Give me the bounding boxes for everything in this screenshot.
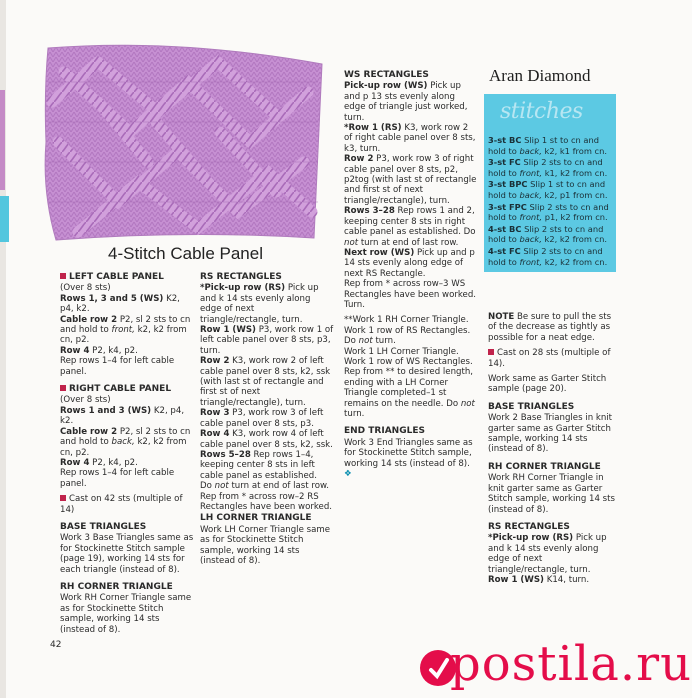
rs-rectangles-heading: RS RECTANGLES [200, 272, 282, 282]
rs-rectangles-heading: RS RECTANGLES [488, 521, 570, 532]
left-cable-instructions: (Over 8 sts) Rows 1, 3 and 5 (WS) K2, p4, k2. Cable row 2 P2, sl 2 sts to cn and hold to front, k2, k2 from cn, p2. Row 4 P2, k4, p2. Rep rows 1–4 for left cable panel. [60, 283, 191, 377]
right-cable-heading: RIGHT CABLE PANEL [60, 384, 194, 394]
rh-corner-text: Work RH Corner Triangle same as for Stockinette Stitch sample, working 14 sts (instead of 8). [60, 593, 192, 635]
note-text: NOTE Be sure to pull the sts of the decrease as tightly as possible for a neat edge. [488, 312, 612, 343]
end-ornament-icon: ❖ [344, 469, 352, 480]
left-cable-column [60, 272, 194, 640]
end-triangles-heading: END TRIANGLES [344, 426, 425, 437]
abbreviation-item: 4-st BC Slip 2 sts to cn and hold to back, k2, k2 from cn. [488, 223, 607, 245]
section-tab-label [0, 207, 2, 227]
page-number: 42 [50, 640, 62, 650]
bullet-icon [488, 349, 494, 355]
panel-title: 4-Stitch Cable Panel [108, 244, 263, 263]
aran-diamond-title: Aran Diamond [489, 66, 591, 85]
cast-on-line: Cast on 42 sts (multiple of 14) [60, 494, 183, 515]
side-strip-decoration [0, 90, 5, 190]
bullet-icon [60, 495, 66, 501]
aran-diamond-column [488, 312, 620, 590]
ws-rectangles-instructions: Pick-up row (WS) Pick up and p 13 sts evenly along edge of triangle just worked, turn. *Row 1 (RS) K3, work row 2 of right cable panel over 8 sts, k3, turn. Row 2 P3, work row 3 of right cable panel over 8 sts, p2, p2tog (with last st of rectangle and first st of next triangle/rectangle), turn. Rows 3–28 Rep rows 1 and 2, keeping center 8 sts in right cable panel as established. Do not turn at end of last row. Next row (WS) Pick up and p 14 sts evenly along edge of next RS Rectangle. Rep from * across row–3 WS Rectangles have been worked. Turn. [344, 81, 477, 310]
end-triangles-text: Work 3 End Triangles same as for Stockinette Stitch sample, working 14 sts (instead of 8). ❖ [344, 437, 473, 480]
rs-rectangles-column [200, 272, 334, 571]
section-tab [0, 196, 9, 242]
lh-corner-heading: LH CORNER TRIANGLE [200, 513, 312, 524]
ws-rectangles-heading: WS RECTANGLES [344, 70, 429, 80]
garter-note: Work same as Garter Stitch sample (page 20). [488, 374, 607, 395]
abbreviation-item: 3-st FPC Slip 2 sts to cn and hold to front, p1, k2 from cn. [488, 201, 609, 223]
rh-corner-heading: RH CORNER TRIANGLE [60, 581, 173, 592]
abbreviation-item: 3-st BC Slip 1 st to cn and hold to back, k2, k1 from cn. [488, 135, 607, 156]
rs-rectangles-instructions: *Pick-up row (RS) Pick up and k 14 sts evenly along edge of next triangle/rectangle, turn. Row 1 (WS) K14, turn. [488, 533, 607, 585]
abbreviation-item: 4-st FC Slip 2 sts to cn and hold to front, k2, k2 from cn. [488, 245, 608, 267]
lh-corner-text: Work LH Corner Triangle same as for Stockinette Stitch sample, working 14 sts (instead of 8). [200, 524, 330, 566]
corner-triangle-notes: **Work 1 RH Corner Triangle. Work 1 row of RS Rectangles. Do not turn. Work 1 LH Corner Triangle. Work 1 row of WS Rectangles. Rep from ** to desired length, ending with a LH Corner Triangle completed–1 st remains on the needle. Do not turn. [344, 315, 475, 419]
knit-swatch-photo [38, 42, 324, 242]
left-cable-heading: LEFT CABLE PANEL [60, 272, 194, 282]
ws-rectangles-column [344, 70, 478, 484]
bullet-icon [60, 273, 66, 279]
stitches-box-header: stitches [500, 99, 583, 124]
rh-corner-text: Work RH Corner Triangle in knit garter same as Garter Stitch sample, working 14 sts (instead of 8). [488, 473, 616, 515]
stitches-box [484, 94, 616, 272]
watermark-text: postila.ru [450, 636, 692, 692]
base-triangles-heading: BASE TRIANGLES [488, 401, 575, 412]
rs-rectangles-instructions: *Pick-up row (RS) Pick up and k 14 sts evenly along edge of next triangle/rectangle, turn. Row 1 (WS) P3, work row 1 of left cable panel over 8 sts, p3, turn. Row 2 K3, work row 2 of left cable panel over 8 sts, k2, ssk (with last st of rectangle and first st of next triangle/rectangle), turn. Row 3 P3, work row 3 of left cable panel over 8 sts, p3. Row 4 K3, work row 4 of left cable panel over 8 sts, k2, ssk. Rows 5–28 Rep rows 1–4, keeping center 8 sts in left cable panel as established. Do not turn at end of last row. Rep from * across row–2 RS Rectangles have been worked. [200, 283, 334, 512]
base-triangles-text: Work 3 Base Triangles same as for Stockinette Stitch sample (page 19), working 14 sts for each triangle (instead of 8). [60, 533, 194, 575]
right-cable-instructions: (Over 8 sts) Rows 1 and 3 (WS) K2, p4, k2. Cable row 2 P2, sl 2 sts to cn and hold to back, k2, k2 from cn, p2. Row 4 P2, k4, p2. Rep rows 1–4 for left cable panel. [60, 395, 191, 489]
bullet-icon [60, 385, 66, 391]
base-triangles-text: Work 2 Base Triangles in knit garter same as Garter Stitch sample, working 14 sts (instead of 8). [488, 413, 613, 455]
base-triangles-heading: BASE TRIANGLES [60, 521, 147, 532]
rh-corner-heading: RH CORNER TRIANGLE [488, 461, 601, 472]
cast-on-line: Cast on 28 sts (multiple of 14). [488, 348, 611, 369]
abbreviation-list [488, 135, 616, 268]
abbreviation-item: 3-st FC Slip 2 sts to cn and hold to front, k1, k2 from cn. [488, 157, 608, 178]
abbreviation-item: 3-st BPC Slip 1 st to cn and hold to back, k2, p1 from cn. [488, 179, 608, 200]
